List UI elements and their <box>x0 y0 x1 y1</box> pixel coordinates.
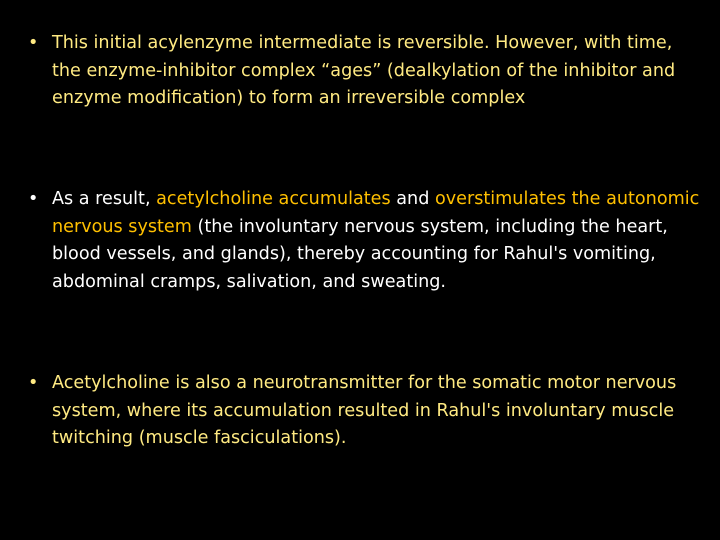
bullet-icon: • <box>28 373 39 393</box>
highlight-overstimulates-autonomic: overstimulates the autonomic nervous system <box>52 189 700 237</box>
bullet-text-part-1: As a result, <box>52 189 157 209</box>
highlight-acetylcholine-accumulates: acetylcholine accumulates <box>156 189 391 209</box>
bullet-icon: • <box>28 189 39 209</box>
bullet-item-aging <box>28 30 702 113</box>
bullet-icon: • <box>28 33 39 53</box>
bullet-text: Acetylcholine is also a neurotransmitter for the somatic motor nervous system, where its accumulation resulted in Rahul's involuntary muscle twitching (muscle fasciculations). <box>52 373 677 448</box>
bullet-text-part-3: (the involuntary nervous system, including the heart, blood vessels, and glands), thereby accounting for Rahul's vomiting, abdominal cramps, salivation, and sweating. <box>52 216 668 292</box>
bullet-text: This initial acylenzyme intermediate is reversible. However, with time, the enzyme-inhibitor complex “ages” (dealkylation of the inhibitor and enzyme modification) to form an irreversible complex <box>52 33 676 108</box>
bullet-item-somatic <box>28 370 702 453</box>
bullet-text-part-2: and <box>390 189 435 209</box>
bullet-item-autonomic <box>28 186 702 296</box>
